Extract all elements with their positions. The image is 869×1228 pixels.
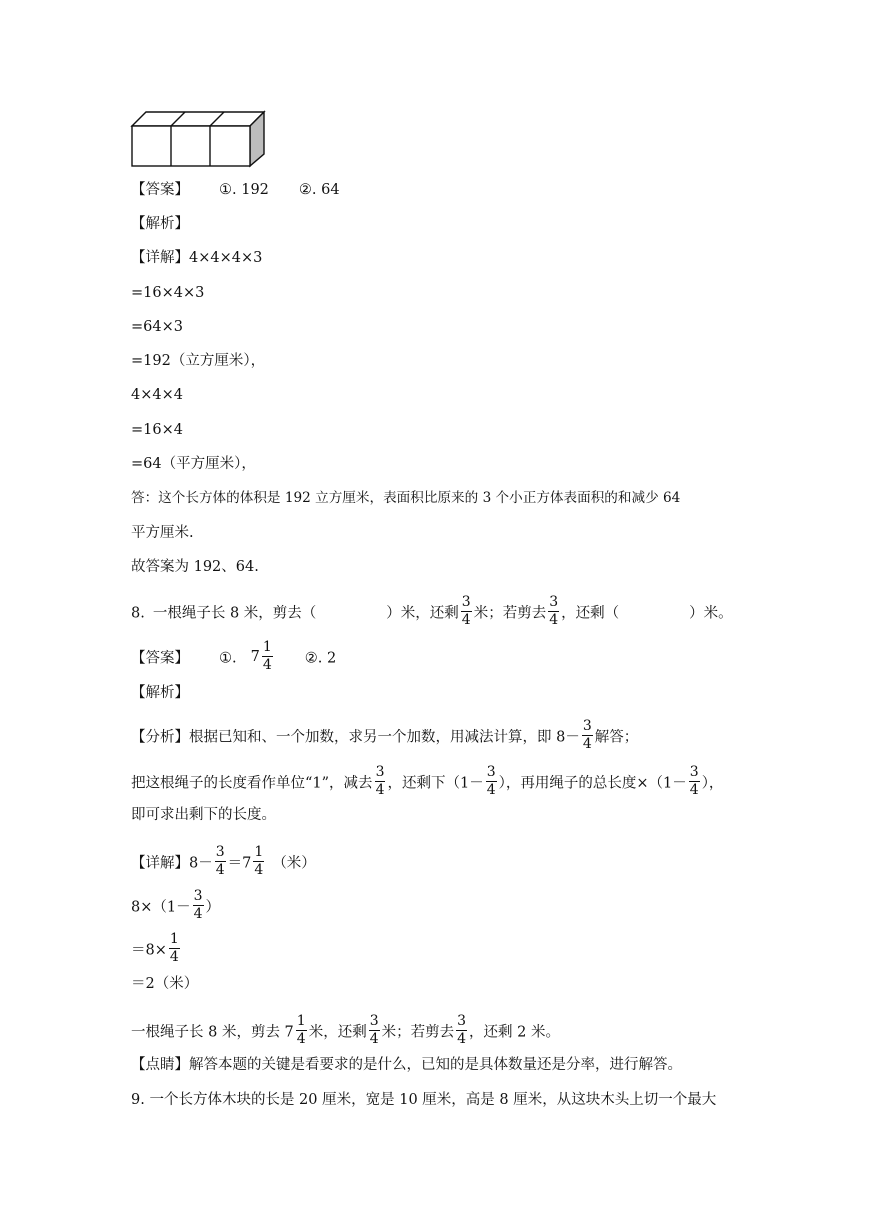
denominator: 4	[457, 1031, 467, 1047]
question-text-4: ，还剩（	[561, 605, 620, 622]
analysis2-text-a: 把这根绳子的长度看作单位“1”，减去	[131, 775, 373, 792]
fraction-1-4	[262, 639, 273, 674]
numerator: 1	[169, 931, 179, 947]
denominator: 4	[215, 862, 225, 878]
denominator: 4	[254, 862, 264, 878]
analysis2-text-b: ，还剩下（1－	[387, 775, 484, 792]
denominator: 4	[461, 612, 471, 628]
analysis-text-b: 解答；	[594, 729, 639, 746]
denominator: 4	[193, 906, 203, 922]
detail3-text-a: ＝8×	[131, 942, 167, 959]
detail2-text-b: ）	[205, 899, 221, 916]
fraction-3-4	[215, 844, 226, 879]
q7-conclusion-2: 平方厘米.	[131, 525, 194, 541]
detail1-text-a: 8－	[189, 855, 213, 872]
denominator: 4	[262, 657, 272, 673]
fraction-3-4	[461, 594, 472, 629]
numerator: 3	[457, 1013, 467, 1029]
answer-2: ②. 64	[298, 182, 340, 198]
analysis2-text-d: ），	[701, 775, 724, 792]
question-text-5: ）米。	[689, 605, 733, 622]
detail1-text-c: （米）	[272, 855, 316, 872]
q8-summary	[131, 1015, 560, 1050]
q7-step: 4×4×4	[131, 387, 183, 403]
detail1-text-b: ＝7	[227, 855, 252, 872]
q8-detail-4: ＝2（米）	[131, 976, 199, 992]
q7-step: =16×4×3	[131, 285, 205, 301]
numerator: 3	[486, 764, 496, 780]
detail-tag: 【详解】	[131, 855, 189, 872]
summary-text-d: ，还剩 2 米。	[469, 1024, 560, 1041]
q8-tip	[131, 1055, 682, 1075]
answer-tag: 【答案】	[131, 650, 189, 667]
q9-question: 9. 一个长方体木块的长是 20 厘米，宽是 10 厘米，高是 8 厘米，从这块木头上切一个最大	[131, 1092, 717, 1108]
fraction-1-4	[253, 844, 264, 879]
answer-tag: 【答案】	[131, 182, 189, 198]
fraction-3-4	[369, 1013, 380, 1048]
detail2-text-a: 8×（1－	[131, 899, 191, 916]
answer-1-whole: 7	[250, 648, 260, 665]
numerator: 3	[375, 764, 385, 780]
numerator: 3	[582, 718, 592, 734]
denominator: 4	[582, 736, 592, 752]
numerator: 1	[262, 639, 272, 655]
detail-tag: 【详解】	[131, 250, 189, 266]
q7-analysis-tag: 【解析】	[131, 216, 189, 232]
question-text-3: 米；若剪去	[473, 605, 547, 622]
denominator: 4	[169, 949, 179, 965]
q8-detail-2	[131, 890, 220, 925]
numerator: 3	[461, 594, 471, 610]
fraction-3-4	[486, 764, 497, 799]
detail-first: 4×4×4×3	[189, 250, 263, 266]
numerator: 1	[254, 844, 264, 860]
denominator: 4	[689, 782, 699, 798]
answer-1-prefix: ①.	[219, 650, 237, 667]
q7-detail-line	[131, 248, 262, 268]
fraction-1-4	[169, 931, 180, 966]
denominator: 4	[486, 782, 496, 798]
question-text-2: ）米，还剩	[386, 605, 459, 622]
numerator: 3	[215, 844, 225, 860]
summary-text-b: 米，还剩	[308, 1024, 367, 1041]
q8-analysis-1	[131, 720, 638, 755]
three-cubes-figure	[128, 108, 268, 172]
q7-conclusion-1: 答：这个长方体的体积是 192 立方厘米，表面积比原来的 3 个小正方体表面积的和减少 64	[131, 490, 681, 506]
q8-detail-1	[131, 846, 316, 881]
analysis2-text-c: ），再用绳子的总长度×（1－	[498, 775, 687, 792]
q8-analysis-3: 即可求出剩下的长度。	[131, 807, 276, 823]
numerator: 3	[689, 764, 699, 780]
numerator: 3	[369, 1013, 379, 1029]
q8-detail-3	[131, 933, 182, 968]
q7-step: =64×3	[131, 319, 183, 335]
fraction-1-4	[296, 1013, 307, 1048]
q8-analysis-2	[131, 766, 723, 801]
q8-analysis-tag: 【解析】	[131, 685, 189, 701]
q7-final: 故答案为 192、64.	[131, 559, 259, 575]
fraction-3-4	[375, 764, 386, 799]
fraction-3-4	[548, 594, 559, 629]
question-number: 8.	[131, 605, 145, 622]
denominator: 4	[549, 612, 559, 628]
numerator: 1	[296, 1013, 306, 1029]
tip-tag: 【点睛】	[131, 1057, 189, 1073]
analysis-text-a: 根据已知和、一个加数，求另一个加数，用减法计算，即 8－	[189, 729, 580, 746]
answer-2: ②. 2	[304, 650, 337, 667]
fraction-3-4	[193, 888, 204, 923]
denominator: 4	[296, 1031, 306, 1047]
fraction-3-4	[689, 764, 700, 799]
q8-answer-line	[131, 641, 336, 676]
q8-question	[131, 596, 733, 631]
analysis-tag: 【分析】	[131, 729, 189, 746]
summary-text-c: 米；若剪去	[381, 1024, 455, 1041]
denominator: 4	[375, 782, 385, 798]
fraction-3-4	[456, 1013, 467, 1048]
q7-answer-line	[131, 180, 340, 200]
q7-step: =192（立方厘米），	[131, 353, 266, 369]
tip-text: 解答本题的关键是看要求的是什么，已知的是具体数量还是分率，进行解答。	[189, 1057, 682, 1073]
summary-text-a: 一根绳子长 8 米，剪去 7	[131, 1024, 294, 1041]
fraction-3-4	[582, 718, 593, 753]
denominator: 4	[369, 1031, 379, 1047]
numerator: 3	[549, 594, 559, 610]
numerator: 3	[193, 888, 203, 904]
answer-1: ①. 192	[219, 182, 269, 198]
q7-step: =64（平方厘米），	[131, 456, 256, 472]
question-text-1: 一根绳子长 8 米，剪去（	[152, 605, 317, 622]
q7-step: =16×4	[131, 422, 183, 438]
